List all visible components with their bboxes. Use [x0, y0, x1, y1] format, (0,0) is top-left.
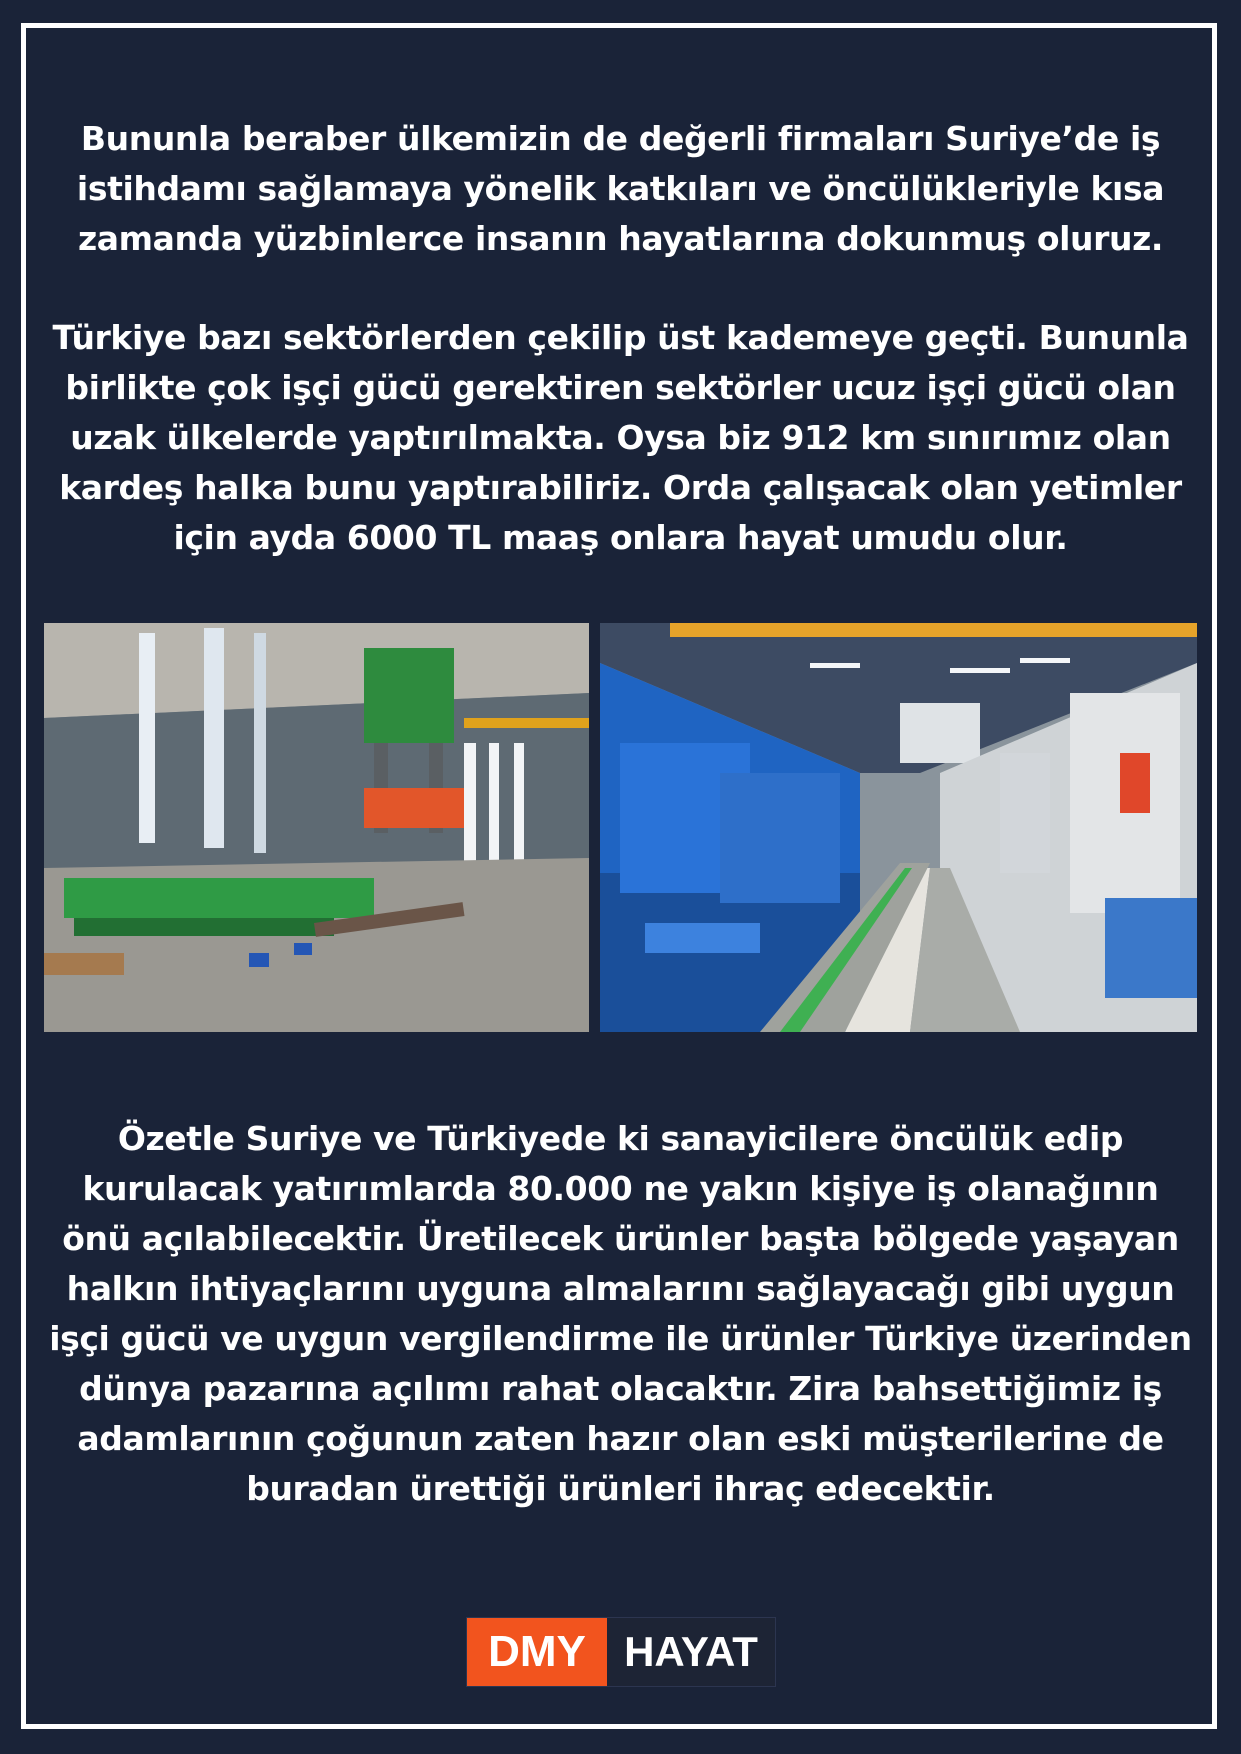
paragraph-intro: Bununla beraber ülkemizin de değerli firmaları Suriye’de iş istihdamı sağlamaya yönelik katkıları ve öncülükleriyle kısa zamanda yüzbinlerce insanın hayatlarına dokunmuş oluruz. [76, 119, 1165, 258]
logo-hayat-text: HAYAT [624, 1628, 758, 1675]
factory-photo-press [44, 623, 589, 1032]
paragraph-summary: Özetle Suriye ve Türkiyede ki sanayicilere öncülük edip kurulacak yatırımlarda 80.000 ne yakın kişiye iş olanağının önü açılabilecektir. Üretilecek ürünler başta bölgede yaşayan halkın ihtiyaçlarını uyguna almalarını sağlayacağı gibi uygun işçi gücü ve uygun vergilendirme ile ürünler Türkiye üzerinden dünya pazarına açılımı rahat olacaktır. Zira bahsettiğimiz iş adamlarının çoğunun zaten hazır olan eski müşterilerine de buradan ürettiği ürünleri ihraç edecektir. [49, 1119, 1192, 1508]
logo-dmy-text: DMY [467, 1618, 607, 1686]
paragraph-sectors: Türkiye bazı sektörlerden çekilip üst kademeye geçti. Bununla birlikte çok işçi gücü gerektiren sektörler ucuz işçi gücü olan uzak ülkelerde yaptırılmakta. Oysa biz 912 km sınırımız olan kardeş halka bunu yaptırabiliriz. Orda çalışacak olan yetimler için ayda 6000 TL maaş onlara hayat umudu olur. [52, 318, 1189, 557]
factory-photo-production-line [600, 623, 1197, 1032]
dmy-hayat-logo [466, 1617, 776, 1687]
